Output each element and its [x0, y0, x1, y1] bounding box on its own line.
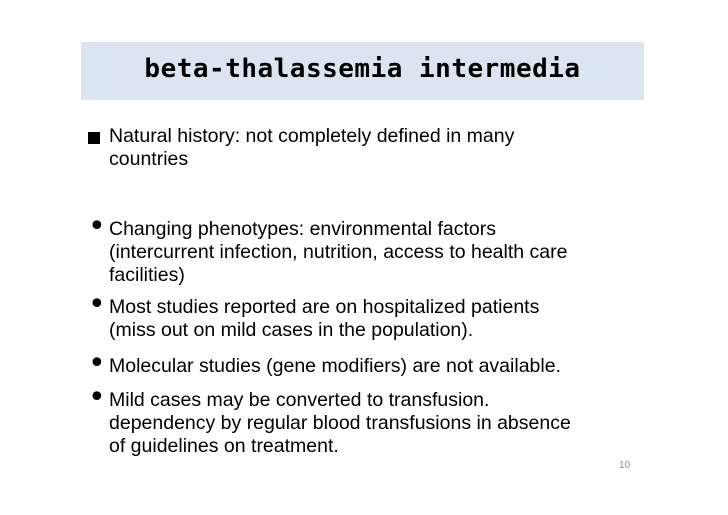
bullet-text-line: countries: [109, 148, 189, 170]
square-bullet-icon: [88, 132, 100, 144]
bullet-text-line: (miss out on mild cases in the population).: [109, 319, 474, 341]
bullet-text-line: Changing phenotypes: environmental factors: [109, 218, 496, 240]
bullet-text-line: (intercurrent infection, nutrition, access to health care: [109, 241, 568, 263]
bullet-text-line: Mild cases may be converted to transfusion.: [109, 389, 490, 411]
bullet-text-line: Most studies reported are on hospitalized patients: [109, 296, 540, 318]
title-banner: [81, 42, 644, 100]
page-number: 10: [619, 460, 631, 471]
round-bullet-icon: •: [88, 380, 106, 415]
bullet-text-line: Natural history: not completely defined in many: [109, 125, 515, 147]
round-bullet-icon: •: [88, 287, 106, 322]
bullet-text-line: Molecular studies (gene modifiers) are not available.: [109, 355, 561, 377]
round-bullet-icon: •: [88, 346, 106, 381]
bullet-text-line: dependency by regular blood transfusions in absence: [109, 412, 571, 434]
bullet-text-line: of guidelines on treatment.: [109, 435, 339, 457]
bullet-text-line: facilities): [109, 264, 185, 286]
slide-title: beta-thalassemia intermedia: [144, 54, 581, 84]
round-bullet-icon: •: [88, 209, 106, 244]
